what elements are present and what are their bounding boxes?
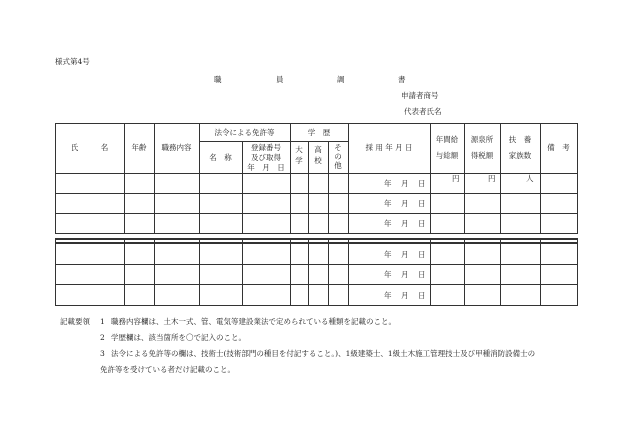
header-duty: 職務内容: [161, 143, 192, 152]
header-tax-line: 得税額: [470, 151, 494, 160]
date-month: 月: [401, 199, 409, 208]
header-salary-line: 年間給: [435, 135, 459, 144]
note-continuation: 免許等を受けている者だけ記載のこと。: [100, 365, 235, 374]
header-name: 氏 名: [70, 143, 109, 152]
date-day: 日: [418, 270, 426, 279]
date-month: 月: [401, 179, 409, 188]
date-day: 日: [418, 291, 426, 300]
notes-heading: 記載要領: [60, 317, 90, 326]
date-month: 月: [401, 250, 409, 259]
header-edu-char: そ: [334, 143, 342, 152]
header-education-group: 学 歴: [307, 128, 331, 137]
date-month: 月: [401, 291, 409, 300]
header-tax-line: 源泉所: [470, 135, 494, 144]
date-day: 日: [418, 250, 426, 259]
header-edu-char: 校: [314, 156, 322, 165]
date-year: 年: [384, 199, 392, 208]
note-number: 3: [100, 349, 105, 358]
unit-yen-salary: 円: [452, 174, 460, 183]
date-day: 日: [418, 199, 426, 208]
header-license-name: 名 称: [209, 153, 232, 162]
header-license-reg-line: 登録番号: [251, 143, 281, 152]
header-license-group: 法令による免許等: [214, 128, 275, 137]
header-remarks: 備 考: [547, 143, 570, 152]
date-year: 年: [384, 270, 392, 279]
date-month: 月: [401, 219, 409, 228]
header-hire-date: 採 用 年 月 日: [365, 143, 413, 152]
representative-name-label: 代表者氏名: [404, 107, 442, 116]
header-license-reg-line: 及び取得: [251, 153, 281, 162]
header-edu-char: 他: [334, 161, 342, 170]
header-license-reg-line: 年 月 日: [247, 163, 285, 172]
unit-yen-tax: 円: [488, 174, 496, 183]
title-char: 書: [398, 75, 406, 84]
note-number: 2: [100, 333, 105, 342]
unit-persons: 人: [526, 174, 534, 183]
title-char: 員: [276, 75, 284, 84]
applicant-trade-name-label: 申請者商号: [401, 91, 439, 100]
date-year: 年: [384, 291, 392, 300]
date-year: 年: [384, 219, 392, 228]
note-text: 職務内容欄は、土木一式、管、電気等建設業法で定められている種類を記載のこと。: [111, 317, 396, 326]
date-day: 日: [418, 179, 426, 188]
form-number: 様式第4号: [55, 57, 90, 66]
date-year: 年: [384, 250, 392, 259]
title-char: 職: [214, 75, 222, 84]
header-edu-char: の: [334, 152, 342, 161]
header-edu-char: 学: [295, 156, 303, 165]
note-text: 法令による免許等の欄は、技術士(技術部門の種目を付記すること。)、1級建築士、1級土木施工管理技士及び甲種消防設備士の: [111, 349, 536, 358]
date-year: 年: [384, 179, 392, 188]
date-day: 日: [418, 219, 426, 228]
header-salary-line: 与総額: [435, 151, 459, 160]
note-number: 1: [100, 317, 105, 326]
title-char: 調: [337, 75, 345, 84]
header-dependents-line: 扶 養: [508, 135, 532, 144]
date-month: 月: [401, 270, 409, 279]
header-edu-char: 高: [314, 145, 322, 154]
header-dependents-line: 家族数: [508, 151, 532, 160]
note-text: 学歴欄は、該当箇所を〇で記入のこと。: [111, 333, 246, 342]
header-age: 年齢: [131, 143, 147, 152]
header-edu-char: 大: [295, 145, 303, 154]
